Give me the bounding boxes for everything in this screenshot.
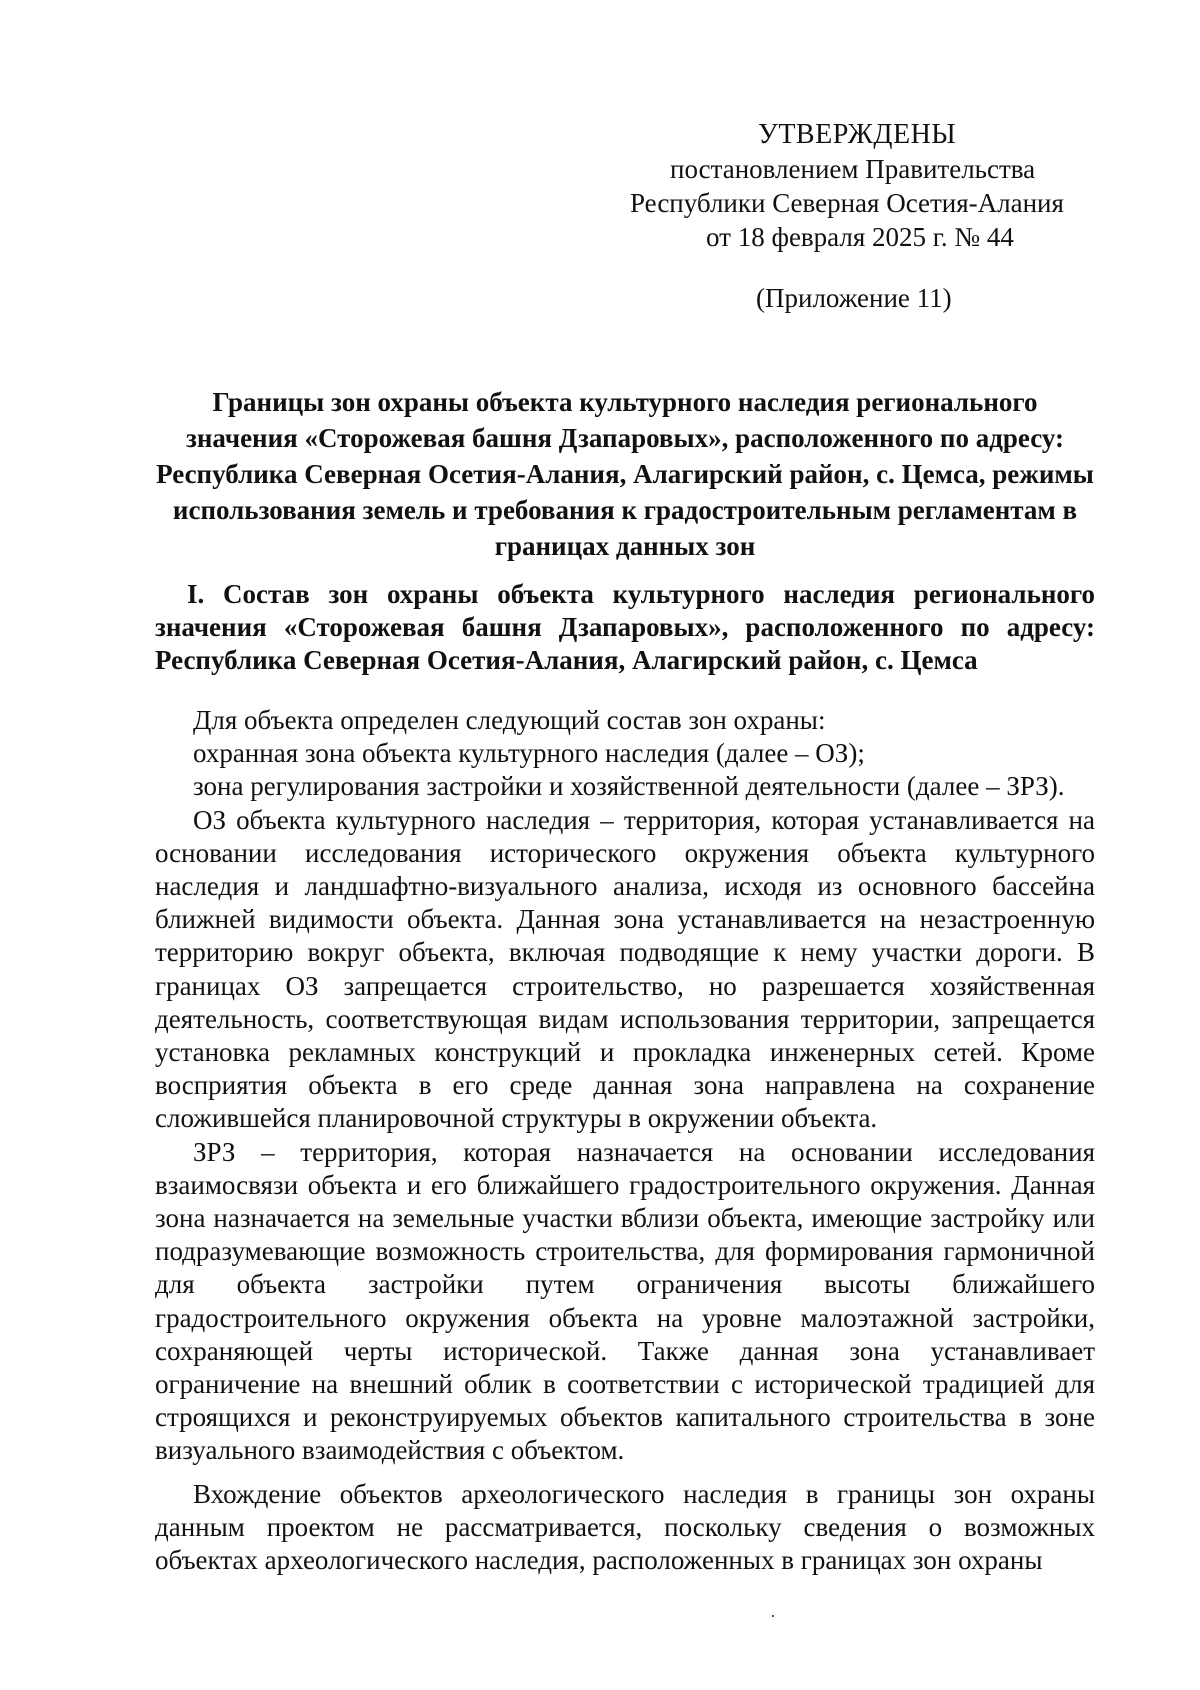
approval-stamp [630,118,1100,254]
section-heading: I. Состав зон охраны объекта культурного наследия регионального значения «Сторожевая башня Дзапаровых», расположенного по адресу: Республика Северная Осетия-Алания, Алагирский район, с. Цемса [155,579,1095,675]
approval-line-republic: Республики Северная Осетия-Алания [630,188,1064,218]
document-title: Границы зон охраны объекта культурного наследия регионального значения «Сторожевая башня Дзапаровых», расположенного по адресу: Республика Северная Осетия-Алания, Алагирский район, с. Цемса, режимы использования земель и требования к градостроительным регламентам в границах данных зон [156,387,1094,561]
appendix-label: (Приложение 11) [756,283,952,313]
paragraph: ОЗ объекта культурного наследия – территория, которая устанавливается на основании исследования исторического окружения объекта культурного наследия и ландшафтно-визуального анализа, исходя из основного бассейна ближней видимости объекта. Данная зона устанавливается на незастроенную территорию вокруг объекта, включая подводящие к нему участки дороги. В границах ОЗ запрещается строительство, но разрешается хозяйственная деятельность, соответствующая видам использования территории, запрещается установка рекламных конструкций и прокладка инженерных сетей. Кроме восприятия объекта в его среде данная зона направлена на сохранение сложившейся планировочной структуры в окружении объекта. [155,804,1095,1134]
approval-heading: УТВЕРЖДЕНЫ [758,119,957,150]
approval-line-date: от 18 февраля 2025 г. № 44 [706,222,1014,252]
paragraph: Вхождение объектов археологического наследия в границы зон охраны данным проектом не рассматривается, поскольку сведения о возможных объектах археологического наследия, расположенных в границах зон охраны [155,1478,1095,1576]
paragraph: Для объекта определен следующий состав зон охраны: [193,705,826,735]
paragraph: охранная зона объекта культурного наследия (далее – ОЗ); [193,738,865,769]
paragraph: ЗРЗ – территория, которая назначается на основании исследования взаимосвязи объекта и его ближайшего градостроительного окружения. Данная зона назначается на земельные участки вблизи объекта, имеющие застройку или подразумевающие возможность строительства, для формирования гармоничной для объекта застройки путем ограничения высоты ближайшего градостроительного окружения объекта на уровне малоэтажной застройки, сохраняющей черты исторической. Также данная зона устанавливает ограничение на внешний облик в соответствии с исторической традицией для строящихся и реконструируемых объектов капитального строительства в зоне визуального взаимодействия с объектом. [155,1136,1095,1466]
paragraph: зона регулирования застройки и хозяйственной деятельности (далее – ЗРЗ). [193,771,1065,802]
approval-line-resolution: постановлением Правительства [670,154,1036,184]
document-body [155,704,1095,1577]
scan-speck [772,1615,774,1617]
